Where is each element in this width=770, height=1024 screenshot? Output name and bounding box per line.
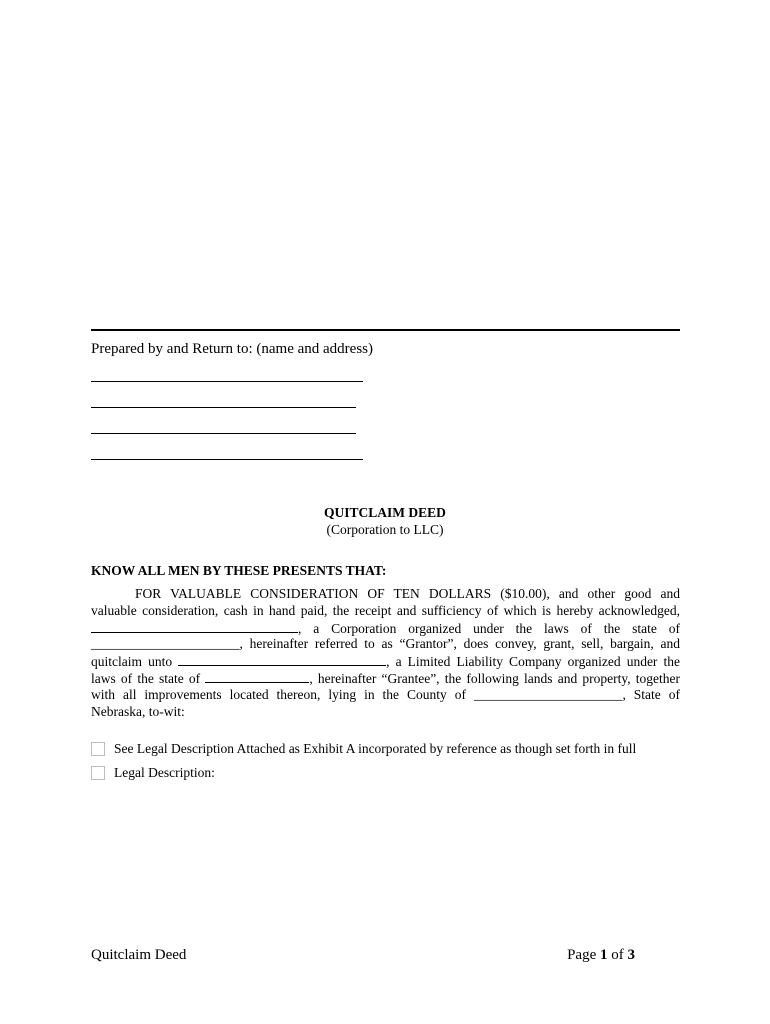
know-all-heading: KNOW ALL MEN BY THESE PRESENTS THAT:	[91, 563, 387, 578]
deed-title: QUITCLAIM DEED	[324, 505, 446, 520]
exhibit-option-label: See Legal Description Attached as Exhibit A incorporated by reference as though set forth in full	[114, 741, 637, 756]
deed-subtitle: (Corporation to LLC)	[326, 522, 444, 537]
footer-page-number: Page 1 of 3	[567, 947, 635, 963]
para-line-6: laws of the state of , hereinafter “Grantee”, the following lands and property, together	[91, 670, 681, 686]
exhibit-checkbox[interactable]	[91, 742, 105, 756]
para-line-3: , a Corporation organized under the laws of the state of	[91, 620, 680, 637]
address-line-1[interactable]	[91, 381, 363, 382]
para-line-1: FOR VALUABLE CONSIDERATION OF TEN DOLLARS ($10.00), and other good and	[135, 586, 680, 601]
grantor-name-blank[interactable]	[91, 620, 298, 633]
para-line-5: quitclaim unto , a Limited Liability Company organized under the	[91, 654, 680, 670]
grantee-state-blank[interactable]	[205, 670, 309, 683]
total-pages: 3	[627, 947, 635, 963]
consideration-paragraph	[91, 586, 680, 720]
para-line-2: valuable consideration, cash in hand paid, the receipt and sufficiency of which is hereby acknowledged,	[91, 602, 680, 618]
prepared-by-label: Prepared by and Return to: (name and address)	[91, 341, 373, 357]
county-blank[interactable]: ______________________	[473, 686, 623, 702]
legal-description-option[interactable]	[91, 765, 215, 781]
grantor-state-blank[interactable]: ______________________	[91, 636, 240, 652]
para-line-4: ______________________, hereinafter referred to as “Grantor”, does convey, grant, sell, bargain, and	[91, 636, 680, 652]
address-line-3[interactable]	[91, 433, 356, 434]
address-line-4[interactable]	[91, 459, 363, 460]
current-page: 1	[600, 947, 608, 963]
top-divider	[91, 329, 680, 331]
legal-description-checkbox[interactable]	[91, 766, 105, 780]
legal-description-label: Legal Description:	[114, 765, 215, 780]
footer-document-name: Quitclaim Deed	[91, 947, 187, 963]
para-line-7: with all improvements located thereon, lying in the County of ______________________, State of	[91, 686, 680, 702]
exhibit-option[interactable]	[91, 741, 636, 757]
address-line-2[interactable]	[91, 407, 356, 408]
grantee-name-blank[interactable]	[178, 653, 386, 666]
para-line-8: Nebraska, to-wit:	[91, 703, 185, 719]
